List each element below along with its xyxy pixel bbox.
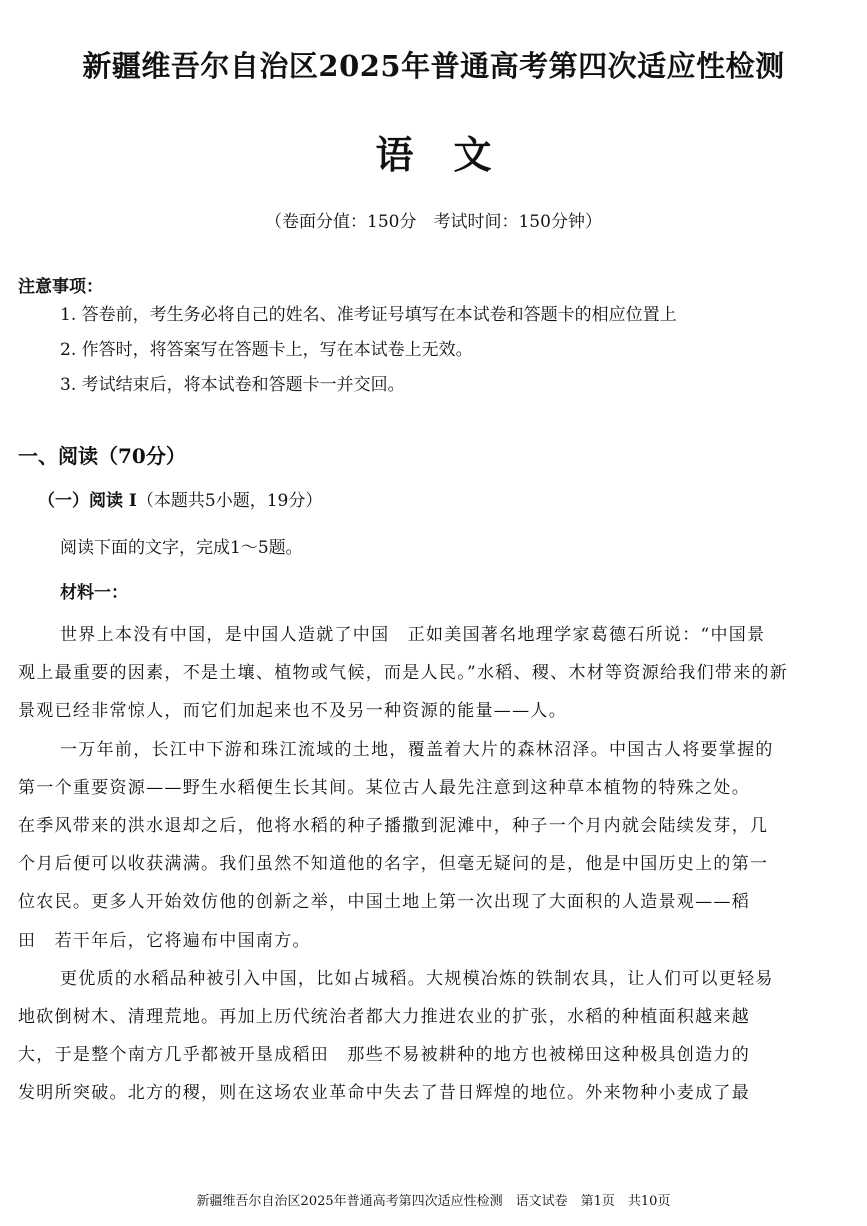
passage-line: 发明所突破。北方的稷，则在这场农业革命中失去了昔日辉煌的地位。外来物种小麦成了最 [18,1083,750,1104]
page-footer: 新疆维吾尔自治区2025年普通高考第四次适应性检测 语文试卷 第1页 共10页 [196,1194,671,1209]
passage-line: 位农民。更多人开始效仿他的创新之举，中国土地上第一次出现了大面积的人造景观——稻 [18,892,750,913]
notice-heading: 注意事项： [18,277,103,297]
subject-title: 语文 [375,132,532,177]
section-heading: 一、阅读（70分） [18,444,186,468]
reading-instruction: 阅读下面的文字，完成1～5题。 [60,538,303,558]
passage-line: 世界上本没有中国，是中国人造就了中国 正如美国著名地理学家葛德石所说：“中国景 [60,625,766,645]
score-time-line: （卷面分值：150分 考试时间：150分钟） [265,212,602,232]
passage-line: 景观已经非常惊人，而它们加起来也不及另一种资源的能量——人。 [18,701,567,722]
passage-line: 大，于是整个南方几乎都被开垦成稻田 那些不易被耕种的地方也被梯田这种极具创造力的 [18,1045,750,1066]
passage-line: 第一个重要资源——野生水稻便生长其间。某位古人最先注意到这种草本植物的特殊之处。 [18,777,750,798]
passage-line: 一万年前，长江中下游和珠江流域的土地，覆盖着大片的森林沼泽。中国古人将要掌握的 [60,739,774,760]
notice-list [60,298,677,403]
notice-item: 1. 答卷前，考生务必将自己的姓名、准考证号填写在本试卷和答题卡的相应位置上 [60,305,677,325]
sub-section-heading [38,486,322,511]
notice-item: 2. 作答时，将答案写在答题卡上，写在本试卷上无效。 [60,340,473,360]
passage-line: 在季风带来的洪水退却之后，他将水稻的种子播撒到泥滩中，种子一个月内就会陆续发芽，几 [18,815,769,836]
sub-section-detail: （本题共5小题，19分） [136,491,323,511]
passage-line: 更优质的水稻品种被引入中国，比如占城稻。大规模冶炼的铁制农具，让人们可以更轻易 [60,968,774,989]
passage-body [18,616,849,1112]
notice-item: 3. 考试结束后，将本试卷和答题卡一并交回。 [60,375,405,395]
material-label: 材料一： [60,583,128,603]
exam-title: 新疆维吾尔自治区2025年普通高考第四次适应性检测 [82,49,785,83]
passage-line: 个月后便可以收获满满。我们虽然不知道他的名字，但毫无疑问的是，他是中国历史上的第一 [18,854,769,875]
passage-line: 观上最重要的因素，不是土壤、植物或气候，而是人民。”水稻、稷、木材等资源给我们带来的新 [18,663,789,684]
passage-line: 田 若干年后，它将遍布中国南方。 [18,930,311,951]
sub-section-title: （一）阅读 I [38,491,137,511]
passage-line: 地砍倒树木、清理荒地。再加上历代统治者都大力推进农业的扩张，水稻的种植面积越来越 [18,1006,750,1027]
